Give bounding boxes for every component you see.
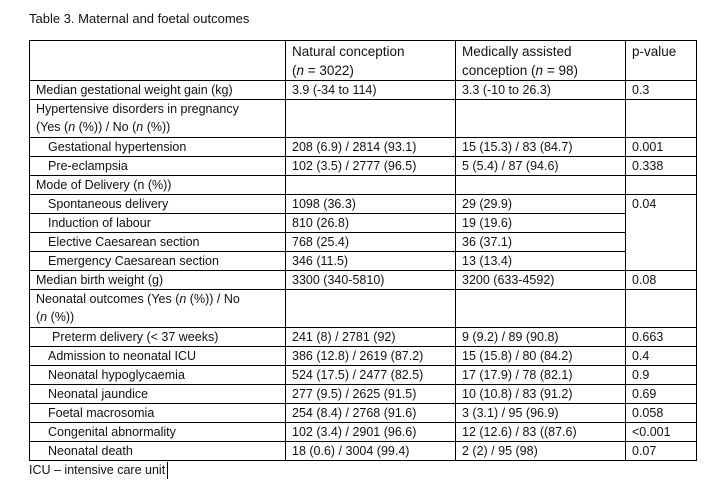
- table-row: [30, 366, 697, 385]
- table-row: [30, 195, 697, 214]
- natural-conception-value: 241 (8) / 2781 (92): [286, 328, 456, 347]
- natural-conception-value: 208 (6.9) / 2814 (93.1): [286, 138, 456, 157]
- medically-assisted-value: 5 (5.4) / 87 (94.6): [456, 157, 626, 176]
- row-label: Neonatal hypoglycaemia: [30, 366, 286, 385]
- table-row: [30, 138, 697, 157]
- empty-cell: [286, 290, 456, 328]
- row-label: Median gestational weight gain (kg): [30, 81, 286, 100]
- medically-assisted-value: 3.3 (-10 to 26.3): [456, 81, 626, 100]
- p-value: 0.9: [626, 366, 697, 385]
- row-label: Spontaneous delivery: [30, 195, 286, 214]
- p-value: 0.07: [626, 442, 697, 461]
- empty-cell: [456, 100, 626, 138]
- outcomes-table: [29, 40, 697, 461]
- table-footnote: ICU – intensive care unit: [29, 462, 168, 479]
- empty-cell: [626, 176, 697, 195]
- table-row-section: [30, 176, 697, 195]
- table-row: [30, 347, 697, 366]
- row-label: Admission to neonatal ICU: [30, 347, 286, 366]
- header-medically-assisted: Medically assisted conception (n = 98): [456, 41, 626, 81]
- section-label-mode-of-delivery: Mode of Delivery (n (%)): [30, 176, 286, 195]
- table-row: [30, 404, 697, 423]
- p-value: <0.001: [626, 423, 697, 442]
- medically-assisted-value: 13 (13.4): [456, 252, 626, 271]
- header-empty-cell: [30, 41, 286, 81]
- p-value: 0.08: [626, 271, 697, 290]
- p-value: 0.058: [626, 404, 697, 423]
- p-value: 0.338: [626, 157, 697, 176]
- section-label-neonatal-outcomes: Neonatal outcomes (Yes (n (%)) / No (n (%)): [30, 290, 286, 328]
- row-label: Gestational hypertension: [30, 138, 286, 157]
- row-label: Preterm delivery (< 37 weeks): [30, 328, 286, 347]
- empty-cell: [456, 176, 626, 195]
- table-row-section: [30, 290, 697, 328]
- p-value: 0.69: [626, 385, 697, 404]
- empty-cell: [286, 176, 456, 195]
- natural-conception-value: 102 (3.5) / 2777 (96.5): [286, 157, 456, 176]
- row-label: Emergency Caesarean section: [30, 252, 286, 271]
- table-row: [30, 233, 697, 252]
- natural-conception-value: 277 (9.5) / 2625 (91.5): [286, 385, 456, 404]
- natural-conception-value: 3300 (340-5810): [286, 271, 456, 290]
- empty-cell: [626, 290, 697, 328]
- table-row: [30, 157, 697, 176]
- natural-conception-value: 386 (12.8) / 2619 (87.2): [286, 347, 456, 366]
- natural-conception-value: 18 (0.6) / 3004 (99.4): [286, 442, 456, 461]
- table-row: [30, 328, 697, 347]
- medically-assisted-value: 10 (10.8) / 83 (91.2): [456, 385, 626, 404]
- natural-conception-value: 254 (8.4) / 2768 (91.6): [286, 404, 456, 423]
- medically-assisted-value: 19 (19.6): [456, 214, 626, 233]
- medically-assisted-value: 36 (37.1): [456, 233, 626, 252]
- natural-conception-value: 102 (3.4) / 2901 (96.6): [286, 423, 456, 442]
- row-label: Elective Caesarean section: [30, 233, 286, 252]
- table-header-row: [30, 41, 697, 81]
- medically-assisted-value: 15 (15.8) / 80 (84.2): [456, 347, 626, 366]
- medically-assisted-value: 12 (12.6) / 83 ((87.6): [456, 423, 626, 442]
- row-label: Neonatal death: [30, 442, 286, 461]
- medically-assisted-value: 17 (17.9) / 78 (82.1): [456, 366, 626, 385]
- natural-conception-value: 810 (26.8): [286, 214, 456, 233]
- medically-assisted-value: 3 (3.1) / 95 (96.9): [456, 404, 626, 423]
- medically-assisted-value: 2 (2) / 95 (98): [456, 442, 626, 461]
- p-value: 0.001: [626, 138, 697, 157]
- table-row: [30, 214, 697, 233]
- table-row: [30, 252, 697, 271]
- natural-conception-value: 1098 (36.3): [286, 195, 456, 214]
- natural-conception-value: 524 (17.5) / 2477 (82.5): [286, 366, 456, 385]
- p-value-mode-of-delivery: 0.04: [626, 195, 697, 271]
- table-row: [30, 442, 697, 461]
- row-label: Neonatal jaundice: [30, 385, 286, 404]
- natural-conception-value: 346 (11.5): [286, 252, 456, 271]
- row-label: Pre-eclampsia: [30, 157, 286, 176]
- row-label: Induction of labour: [30, 214, 286, 233]
- header-p-value: p-value: [626, 41, 697, 81]
- medically-assisted-value: 3200 (633-4592): [456, 271, 626, 290]
- medically-assisted-value: 29 (29.9): [456, 195, 626, 214]
- p-value: 0.663: [626, 328, 697, 347]
- row-label: Foetal macrosomia: [30, 404, 286, 423]
- header-natural-conception: Natural conception (n = 3022): [286, 41, 456, 81]
- table-row-section: [30, 100, 697, 138]
- empty-cell: [456, 290, 626, 328]
- empty-cell: [626, 100, 697, 138]
- table-row: [30, 81, 697, 100]
- medically-assisted-value: 15 (15.3) / 83 (84.7): [456, 138, 626, 157]
- table-row: [30, 423, 697, 442]
- natural-conception-value: 768 (25.4): [286, 233, 456, 252]
- table-caption: Table 3. Maternal and foetal outcomes: [29, 11, 250, 26]
- empty-cell: [286, 100, 456, 138]
- row-label: Congenital abnormality: [30, 423, 286, 442]
- table-row: [30, 385, 697, 404]
- row-label: Median birth weight (g): [30, 271, 286, 290]
- p-value: 0.4: [626, 347, 697, 366]
- p-value: 0.3: [626, 81, 697, 100]
- medically-assisted-value: 9 (9.2) / 89 (90.8): [456, 328, 626, 347]
- natural-conception-value: 3.9 (-34 to 114): [286, 81, 456, 100]
- table-row: [30, 271, 697, 290]
- section-label-hypertensive: Hypertensive disorders in pregnancy (Yes (n (%)) / No (n (%)): [30, 100, 286, 138]
